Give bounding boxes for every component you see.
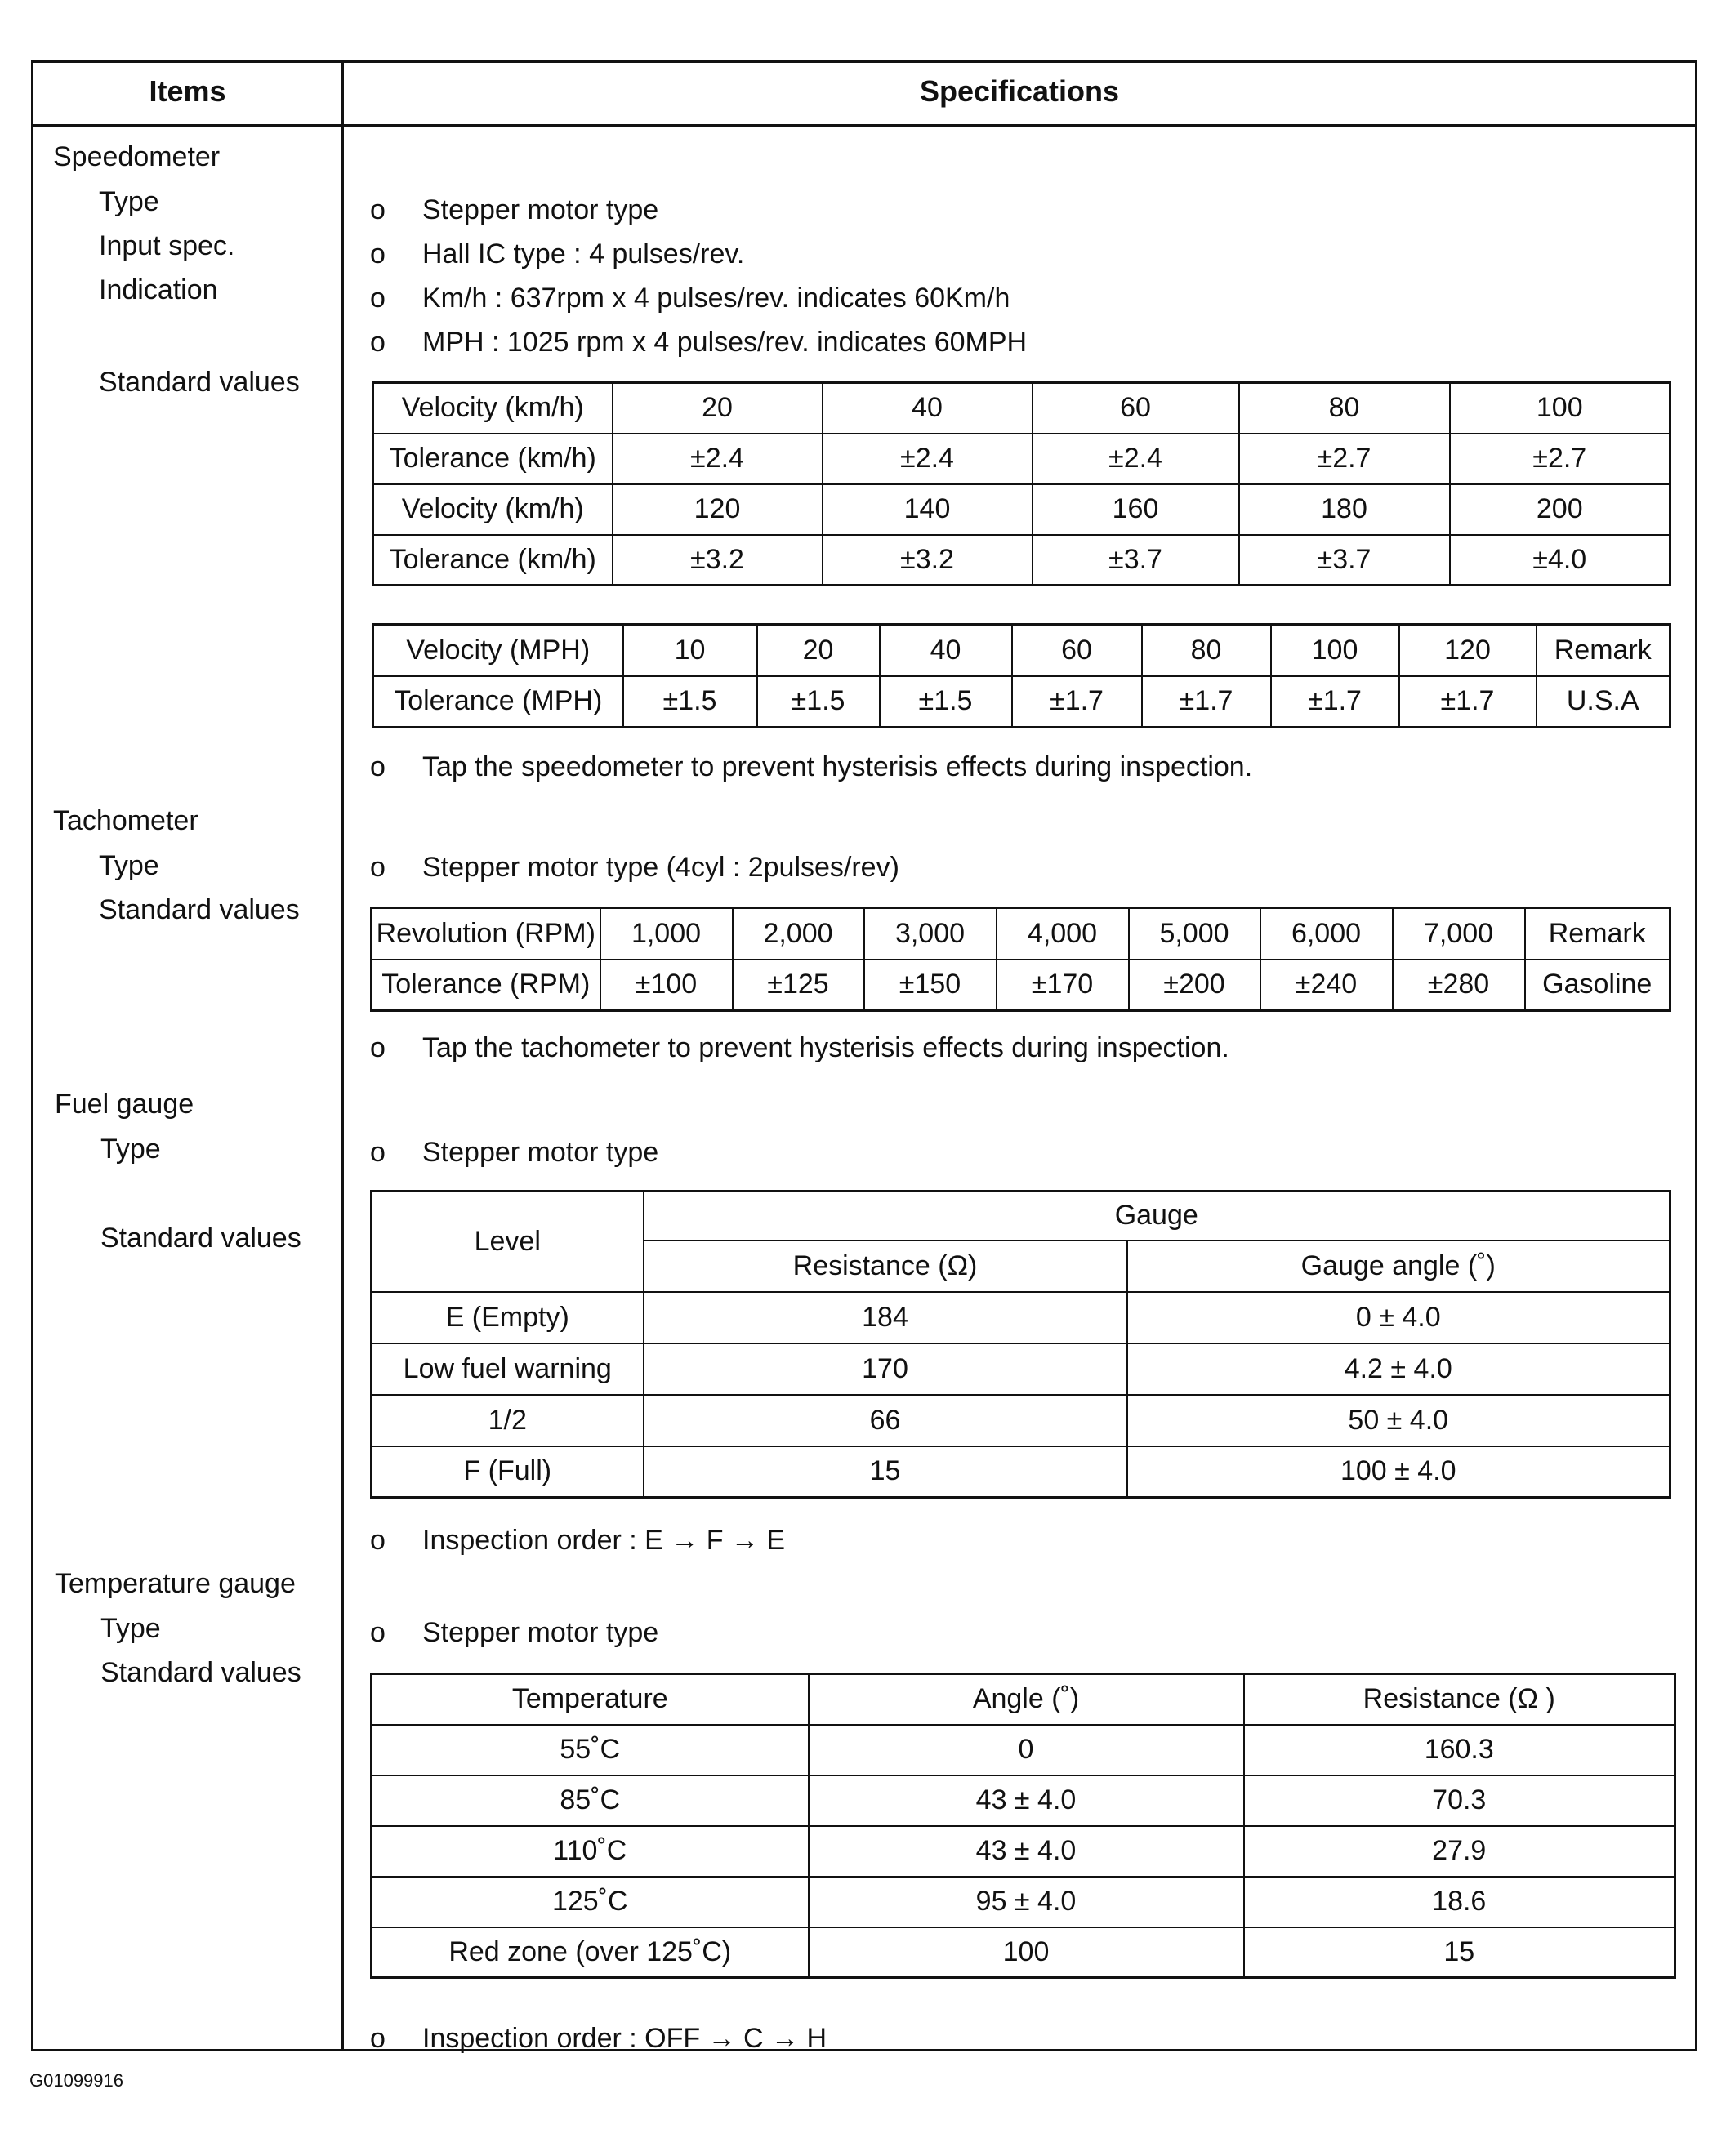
fuel-row [372, 1343, 1670, 1395]
temperature-standard-label: Standard values [100, 1657, 301, 1688]
tacho-cell: ±125 [733, 960, 864, 1011]
speedometer-indication-label: Indication [99, 274, 218, 305]
bullet-text: MPH : 1025 rpm x 4 pulses/rev. indicates 60MPH [422, 327, 1028, 358]
tacho-cell: Tolerance (RPM) [372, 960, 600, 1011]
tacho-row [372, 960, 1670, 1011]
spec-frame [31, 60, 1697, 2054]
fuel-cell: 100 ± 4.0 [1127, 1446, 1670, 1498]
tacho-cell: ±200 [1129, 960, 1260, 1011]
fuel-standard-label: Standard values [100, 1223, 301, 1254]
fuel-title: Fuel gauge [55, 1089, 194, 1120]
fuel-level-header: Level [372, 1192, 644, 1292]
tacho-cell: ±280 [1393, 960, 1525, 1011]
temp-cell: 70.3 [1244, 1775, 1675, 1826]
tacho-cell: 1,000 [600, 908, 733, 960]
fuel-cell: 15 [644, 1446, 1127, 1498]
fuel-cell: Low fuel warning [372, 1343, 644, 1395]
bullet-text: Stepper motor type [422, 1137, 659, 1168]
kmh-row [373, 535, 1670, 586]
bullet-text: Stepper motor type [422, 1617, 659, 1648]
temp-row [372, 1775, 1675, 1826]
fuel-angle-header: Gauge angle (˚) [1127, 1241, 1670, 1292]
kmh-cell: Velocity (km/h) [373, 484, 613, 535]
mph-cell: 80 [1142, 625, 1271, 676]
tacho-cell: Revolution (RPM) [372, 908, 600, 960]
bullet-marker: o [370, 327, 386, 358]
fuel-cell: 66 [644, 1395, 1127, 1446]
bullet-marker: o [370, 194, 386, 225]
temp-cell: 0 [809, 1725, 1244, 1775]
fuel-row [372, 1446, 1670, 1498]
tacho-cell: 5,000 [1129, 908, 1260, 960]
temp-row [372, 1826, 1675, 1877]
kmh-cell: 120 [613, 484, 823, 535]
mph-cell: 40 [880, 625, 1012, 676]
tacho-cell: 3,000 [864, 908, 997, 960]
bullet-fuel-order [370, 1525, 785, 1557]
temperature-type-label: Type [100, 1613, 161, 1644]
temp-cell: 43 ± 4.0 [809, 1775, 1244, 1826]
temp-cell: 18.6 [1244, 1877, 1675, 1927]
tacho-cell: ±240 [1260, 960, 1393, 1011]
temp-header-cell: Angle (˚) [809, 1674, 1244, 1725]
fuel-cell: 184 [644, 1292, 1127, 1343]
kmh-cell: ±3.2 [823, 535, 1033, 586]
bullet-speedo-note [370, 751, 1252, 783]
fuel-cell: 0 ± 4.0 [1127, 1292, 1670, 1343]
kmh-cell: Tolerance (km/h) [373, 535, 613, 586]
temp-header-row [372, 1674, 1675, 1725]
bullet-text: Km/h : 637rpm x 4 pulses/rev. indicates 60Km/h [422, 283, 1010, 314]
speedometer-input-label: Input spec. [99, 230, 235, 261]
kmh-cell: Velocity (km/h) [373, 383, 613, 434]
mph-cell: Tolerance (MPH) [373, 676, 623, 728]
header-divider [33, 124, 1695, 127]
tacho-row [372, 908, 1670, 960]
tachometer-type-label: Type [99, 850, 159, 881]
temperature-title: Temperature gauge [55, 1568, 296, 1599]
kmh-row [373, 434, 1670, 484]
bullet-marker: o [370, 1032, 386, 1063]
fuel-cell: 170 [644, 1343, 1127, 1395]
kmh-cell: 80 [1239, 383, 1450, 434]
kmh-cell: 40 [823, 383, 1033, 434]
mph-cell: ±1.5 [623, 676, 757, 728]
temp-row [372, 1725, 1675, 1775]
temp-header-cell: Temperature [372, 1674, 809, 1725]
mph-row [373, 676, 1670, 728]
kmh-cell: 200 [1450, 484, 1670, 535]
tacho-cell: 7,000 [1393, 908, 1525, 960]
temp-row [372, 1877, 1675, 1927]
bullet-marker: o [370, 751, 386, 782]
bullet-text: Stepper motor type (4cyl : 2pulses/rev) [422, 852, 899, 883]
speedometer-type-label: Type [99, 186, 159, 217]
fuel-row [372, 1292, 1670, 1343]
temp-cell: Red zone (over 125˚C) [372, 1927, 809, 1978]
temp-cell: 95 ± 4.0 [809, 1877, 1244, 1927]
mph-cell: ±1.7 [1142, 676, 1271, 728]
bullet-marker: o [370, 2023, 386, 2054]
temp-cell: 160.3 [1244, 1725, 1675, 1775]
kmh-cell: ±2.7 [1450, 434, 1670, 484]
fuel-cell: 50 ± 4.0 [1127, 1395, 1670, 1446]
bullet-marker: o [370, 852, 386, 883]
tacho-cell: 2,000 [733, 908, 864, 960]
kmh-cell: ±2.4 [823, 434, 1033, 484]
fuel-cell: F (Full) [372, 1446, 644, 1498]
kmh-cell: 20 [613, 383, 823, 434]
fuel-cell: 1/2 [372, 1395, 644, 1446]
speedometer-mph-table [372, 623, 1671, 728]
mph-cell: 20 [757, 625, 880, 676]
mph-row [373, 625, 1670, 676]
bullet-speedo-mph [370, 327, 1027, 359]
bullet-marker: o [370, 283, 386, 314]
bullet-speedo-type [370, 194, 658, 226]
mph-cell: 120 [1399, 625, 1537, 676]
header-specifications: Specifications [919, 74, 1120, 108]
kmh-cell: ±2.4 [1033, 434, 1239, 484]
kmh-cell: ±2.7 [1239, 434, 1450, 484]
header-items: Items [149, 74, 226, 108]
bullet-marker: o [370, 1617, 386, 1648]
temperature-gauge-table [370, 1673, 1676, 1979]
kmh-cell: ±3.2 [613, 535, 823, 586]
temp-cell: 100 [809, 1927, 1244, 1978]
bullet-marker: o [370, 238, 386, 270]
tacho-cell: ±170 [997, 960, 1129, 1011]
fuel-gauge-header: Gauge [644, 1192, 1670, 1241]
tacho-cell: ±100 [600, 960, 733, 1011]
tacho-cell: 6,000 [1260, 908, 1393, 960]
speedometer-kmh-table [372, 381, 1671, 586]
temp-cell: 27.9 [1244, 1826, 1675, 1877]
bullet-marker: o [370, 1525, 386, 1556]
tachometer-standard-label: Standard values [99, 894, 300, 925]
mph-cell: Remark [1537, 625, 1670, 676]
tacho-cell: Remark [1525, 908, 1670, 960]
bullet-temp-type [370, 1617, 658, 1649]
tacho-cell: ±150 [864, 960, 997, 1011]
mph-cell: ±1.7 [1271, 676, 1399, 728]
bullet-text: Tap the tachometer to prevent hysterisis effects during inspection. [422, 1032, 1229, 1063]
tacho-cell: 4,000 [997, 908, 1129, 960]
kmh-cell: 140 [823, 484, 1033, 535]
bullet-text: Stepper motor type [422, 194, 659, 225]
mph-cell: U.S.A [1537, 676, 1670, 728]
bullet-text: Hall IC type : 4 pulses/rev. [422, 238, 745, 270]
bullet-text: Inspection order : OFF → C → H [422, 2023, 827, 2054]
fuel-gauge-table [370, 1190, 1671, 1499]
fuel-cell: E (Empty) [372, 1292, 644, 1343]
temp-cell: 125˚C [372, 1877, 809, 1927]
bullet-speedo-kmh [370, 283, 1010, 314]
bullet-text: Inspection order : E → F → E [422, 1525, 786, 1556]
temp-cell: 15 [1244, 1927, 1675, 1978]
temp-cell: 43 ± 4.0 [809, 1826, 1244, 1877]
speedometer-standard-label: Standard values [99, 367, 300, 398]
kmh-row [373, 484, 1670, 535]
kmh-cell: Tolerance (km/h) [373, 434, 613, 484]
speedometer-title: Speedometer [53, 141, 221, 172]
kmh-cell: 160 [1033, 484, 1239, 535]
fuel-row [372, 1395, 1670, 1446]
fuel-type-label: Type [100, 1134, 161, 1165]
tacho-cell: Gasoline [1525, 960, 1670, 1011]
kmh-cell: 180 [1239, 484, 1450, 535]
kmh-cell: ±3.7 [1033, 535, 1239, 586]
temp-cell: 55˚C [372, 1725, 809, 1775]
mph-cell: Velocity (MPH) [373, 625, 623, 676]
fuel-cell: 4.2 ± 4.0 [1127, 1343, 1670, 1395]
bullet-speedo-input [370, 238, 744, 270]
bullet-text: Tap the speedometer to prevent hysterisis effects during inspection. [422, 751, 1253, 782]
bullet-temp-order [370, 2023, 827, 2055]
mph-cell: 10 [623, 625, 757, 676]
kmh-cell: 60 [1033, 383, 1239, 434]
temp-cell: 110˚C [372, 1826, 809, 1877]
temp-header-cell: Resistance (Ω ) [1244, 1674, 1675, 1725]
tachometer-table [370, 906, 1671, 1012]
kmh-cell: ±3.7 [1239, 535, 1450, 586]
temp-row [372, 1927, 1675, 1978]
mph-cell: 60 [1012, 625, 1142, 676]
bullet-tacho-type [370, 852, 899, 884]
kmh-cell: 100 [1450, 383, 1670, 434]
mph-cell: 100 [1271, 625, 1399, 676]
kmh-cell: ±2.4 [613, 434, 823, 484]
bullet-tacho-note [370, 1032, 1229, 1064]
mph-cell: ±1.7 [1012, 676, 1142, 728]
mph-cell: ±1.5 [880, 676, 1012, 728]
column-divider [341, 63, 344, 2049]
tachometer-title: Tachometer [53, 805, 198, 836]
bullet-marker: o [370, 1137, 386, 1168]
mph-cell: ±1.7 [1399, 676, 1537, 728]
figure-code: G01099916 [29, 2070, 123, 2091]
fuel-resistance-header: Resistance (Ω) [644, 1241, 1127, 1292]
bullet-fuel-type [370, 1137, 658, 1169]
kmh-row [373, 383, 1670, 434]
temp-cell: 85˚C [372, 1775, 809, 1826]
kmh-cell: ±4.0 [1450, 535, 1670, 586]
mph-cell: ±1.5 [757, 676, 880, 728]
